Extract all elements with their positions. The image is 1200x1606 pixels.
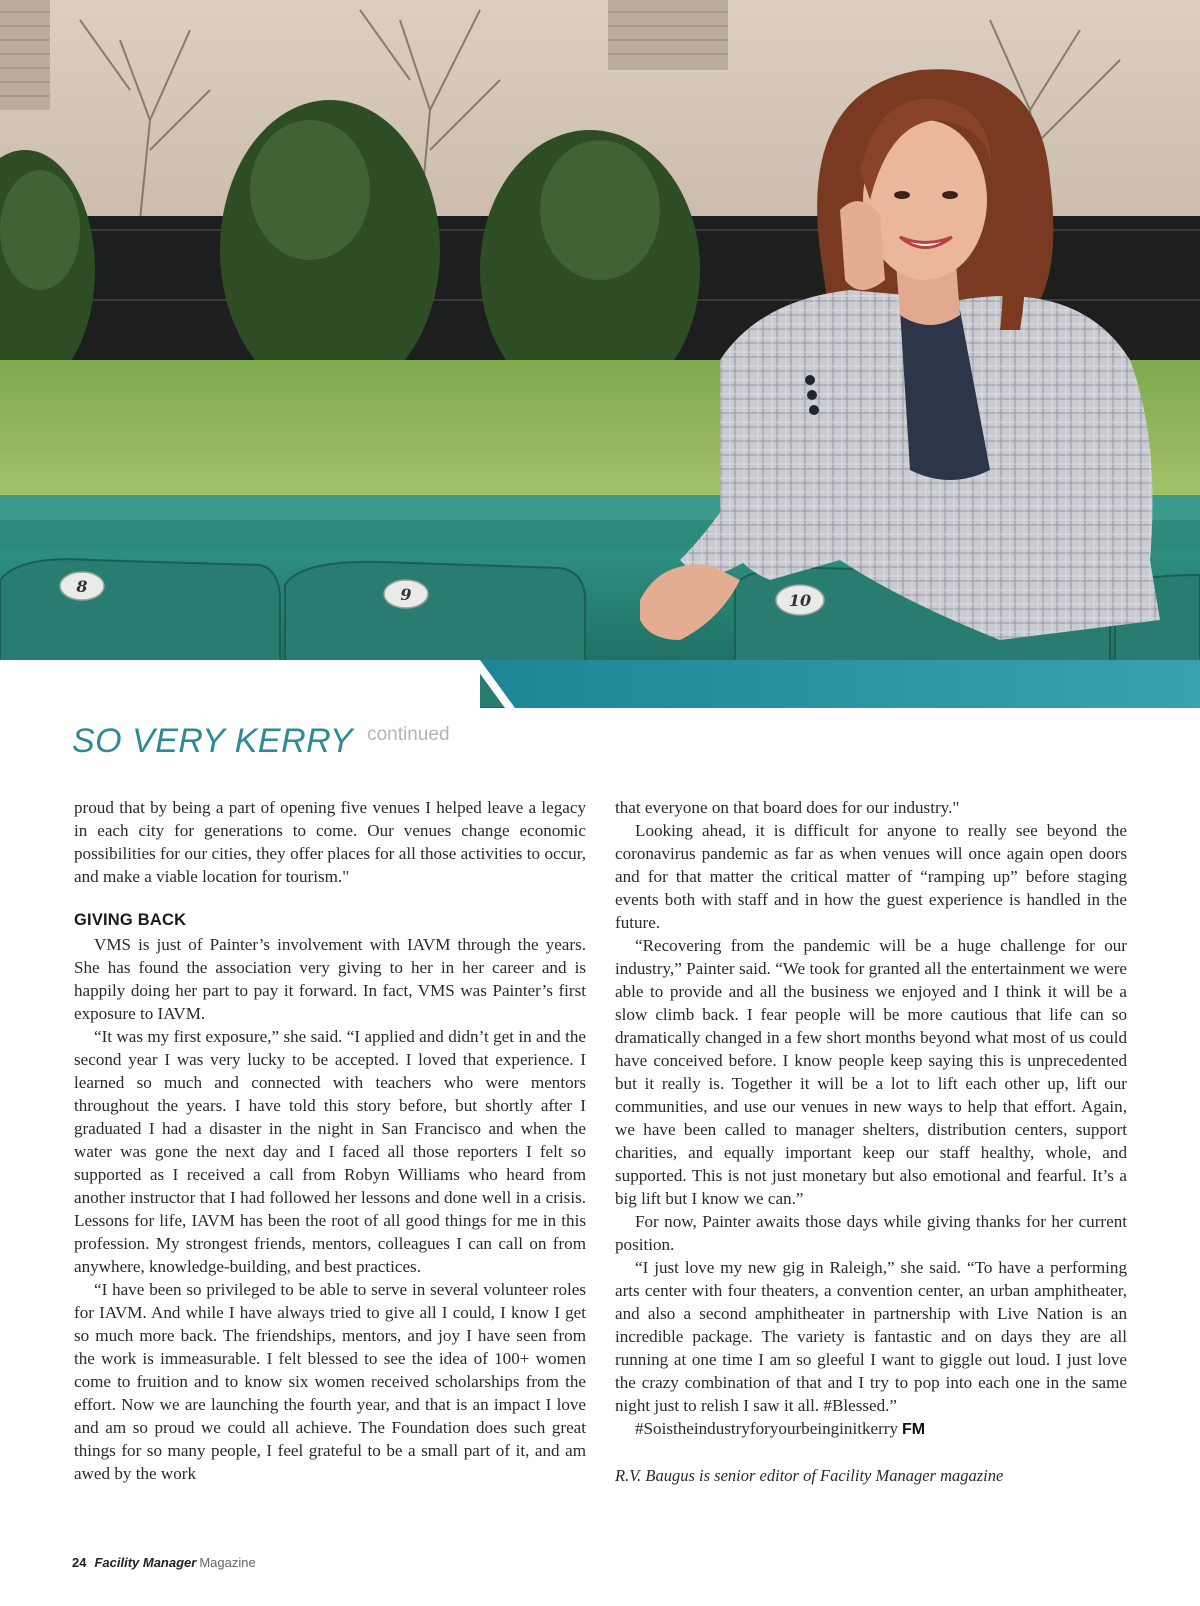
right-column xyxy=(615,796,1127,1487)
page-footer xyxy=(72,1555,256,1570)
article-headline xyxy=(72,722,450,772)
headline-continued: continued xyxy=(367,724,450,745)
paragraph: “I have been so privileged to be able to serve in several volunteer roles for IAVM. And while I have always tried to give all I could, I know I get so much more back. The friendships, mentors, and joy I have seen from the work is immeasurable. I felt blessed to see the idea of 100+ women come to fruition and to know six women received scholarships from the effort. Now we are launching the fourth year, and that is an impact I love and am so proud we could all achieve. The Foundation does such great things for so many people, I feel grateful to be a small part of it, and am awed by the work xyxy=(74,1280,586,1483)
fm-end-mark: FM xyxy=(902,1421,926,1438)
page-number: 24 xyxy=(72,1555,87,1570)
paragraph: Looking ahead, it is difficult for anyone to really see beyond the coronavirus pandemic as far as when venues will once again open doors and for that matter the critical matter of “ramping up” before staging events both with staff and in how the guest experience is handled in the future. xyxy=(615,821,1127,932)
paragraph: that everyone on that board does for our industry." xyxy=(615,798,960,817)
publication-suffix: Magazine xyxy=(199,1555,256,1570)
paragraph-hashtag xyxy=(615,1417,1127,1441)
seat-number-8: 8 xyxy=(76,577,88,596)
hero-photo xyxy=(0,0,1200,708)
paragraph: VMS is just of Painter’s involvement with IAVM through the years. She has found the association very giving to her in her career and is happily doing her part to pay it forward. In fact, VMS was Painter’s first exposure to IAVM. xyxy=(74,935,586,1023)
paragraph: For now, Painter awaits those days while giving thanks for her current position. xyxy=(615,1212,1127,1254)
left-column xyxy=(74,796,586,1485)
author-byline: R.V. Baugus is senior editor of Facility Manager magazine xyxy=(615,1466,1004,1485)
seat-number-10: 10 xyxy=(788,591,812,610)
hashtag-text: #Soistheindustryforyourbeinginitkerry xyxy=(635,1419,899,1438)
teal-banner xyxy=(470,660,1200,708)
paragraph: “I just love my new gig in Raleigh,” she said. “To have a performing arts center with four theaters, a convention center, an urban amphitheater, and also a second amphitheater in partnership with Live Nation is an incredible package. The variety is fantastic and on days they are all running at one time I am so gleeful I want to giggle out loud. I just love the crazy combination of that and I try to pop into each one in the same night just to relish I saw it all. #Blessed.” xyxy=(615,1258,1127,1415)
seat-number-9: 9 xyxy=(400,585,412,604)
paragraph: proud that by being a part of opening five venues I helped leave a legacy in each city for generations to come. Our venues change economic possibilities for our cities, they offer places for all those activities to occur, and make a viable location for tourism." xyxy=(74,798,586,886)
headline-title: SO VERY KERRY xyxy=(72,722,354,760)
paragraph: “Recovering from the pandemic will be a huge challenge for our industry,” Painter said. “We took for granted all the entertainment we were able to provide and all the business we enjoyed and I think it will be a slow climb back. I fear people will be more cautious that life can so dramatically changed in a few short months beyond what most of us could have conceived before. I know people keep saying this is unprecedented but it really is. Together it will be a lot to lift each other up, lift our communities, and use our venues in new ways to help that effort. Again, we have been called to manager shelters, distribution centers, support charities, and equally important keep our staff healthy, whole, and supported. This is not just monetary but also emotional and fearful. It’s a big lift but I know we can.” xyxy=(615,936,1127,1208)
publication-name: Facility Manager xyxy=(94,1555,197,1570)
paragraph: “It was my first exposure,” she said. “I applied and didn’t get in and the second year I was very lucky to be accepted. I loved that experience. I learned so much and connected with teachers who were mentors throughout the years. I have told this story before, but shortly after I graduated I had a disaster in the night in San Francisco and when the water was gone the next day and I faced all those reporters I felt so supported as I received a call from Robyn Williams who heard from another instructor that I had followed her lessons and done well in a crisis. Lessons for life, IAVM has been the root of all good things for me in this profession. My strongest friends, mentors, colleagues I can call on from anywhere, knowledge-building, and best practices. xyxy=(74,1027,586,1276)
section-subhead: GIVING BACK xyxy=(74,911,187,929)
